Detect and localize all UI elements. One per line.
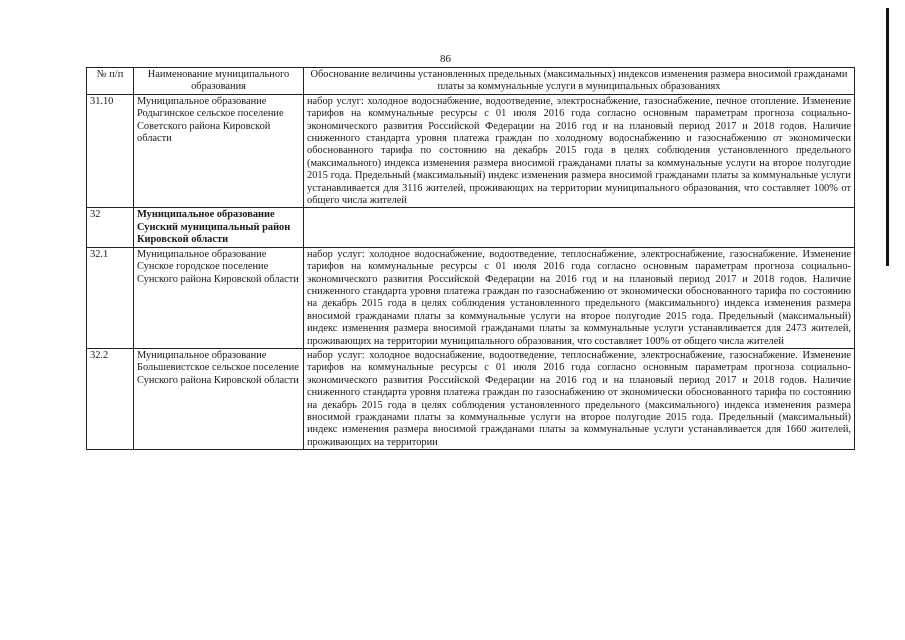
row-municipality-name: Муниципальное образование Сунское городское поселение Сунского района Кировской области (134, 247, 304, 348)
header-basis: Обоснование величины установленных предельных (максимальных) индексов изменения размера вносимой гражданами платы за коммунальные услуги в муниципальных образованиях (304, 68, 855, 95)
row-municipality-name: Муниципальное образование Большевистское сельское поселение Сунского района Кировской области (134, 348, 304, 449)
table-row (87, 247, 855, 348)
table-row (87, 94, 855, 208)
row-municipality-name: Муниципальное образование Родыгинское сельское поселение Советского района Кировской области (134, 94, 304, 208)
table-row (87, 348, 855, 449)
row-basis: набор услуг: холодное водоснабжение, водоотведение, теплоснабжение, электроснабжение, газоснабжение. Изменение тарифов на коммунальные ресурсы с 01 июля 2016 года согласно основным параметрам прогноза социально-экономического развития Российской Федерации на 2016 год и на плановый период 2017 и 2018 годов. Наличие сниженного стандарта уровня платежа граждан по газоснабжению от экономически обоснованного тарифа по состоянию на декабрь 2015 года в целях соблюдения установленного предельного (максимального) индекса изменения размера вносимой гражданами платы за коммунальные услуги на второе полугодие 2015 года. Предельный (максимальный) индекс изменения размера вносимой гражданами платы за коммунальные услуги устанавливается для 2473 жителей, проживающих на территории муниципального образования, что составляет 100% от общего числа жителей (304, 247, 855, 348)
row-basis (304, 208, 855, 247)
row-basis: набор услуг: холодное водоснабжение, водоотведение, теплоснабжение, электроснабжение, газоснабжение. Изменение тарифов на коммунальные ресурсы с 01 июля 2016 года согласно основным параметрам прогноза социально-экономического развития Российской Федерации на 2016 год и на плановый период 2017 и 2018 годов. Наличие сниженного стандарта уровня платежа граждан по газоснабжению от экономически обоснованного тарифа по состоянию на декабрь 2015 года в целях соблюдения установленного предельного (максимального) индекса изменения размера вносимой гражданами платы за коммунальные услуги на второе полугодие 2015 года. Предельный (максимальный) индекс изменения размера вносимой гражданами платы за коммунальные услуги устанавливается для 1660 жителей, проживающих на территории (304, 348, 855, 449)
scan-edge-line (886, 8, 889, 266)
table-header-row (87, 68, 855, 95)
row-municipality-name: Муниципальное образование Сунский муниципальный район Кировской области (134, 208, 304, 247)
municipal-index-table (86, 67, 855, 450)
row-number: 32.1 (87, 247, 134, 348)
row-basis: набор услуг: холодное водоснабжение, водоотведение, электроснабжение, газоснабжение, печное отопление. Изменение тарифов на коммунальные ресурсы с 01 июля 2016 года согласно основным параметрам прогноза социально-экономического развития Российской Федерации на 2016 год и на плановый период 2017 и 2018 годов. Наличие сниженного стандарта уровня платежа граждан по холодному водоснабжению и газоснабжению от экономически обоснованного тарифа по состоянию на декабрь 2015 года в целях соблюдения установленного предельного (максимального) индекса изменения размера вносимой гражданами платы за коммунальные услуги на второе полугодие 2015 года. Предельный (максимальный) индекс изменения размера вносимой гражданами платы за коммунальные услуги устанавливается для 3116 жителей, проживающих на территории муниципального образования, что составляет 100% от общего числа жителей (304, 94, 855, 208)
row-number: 32 (87, 208, 134, 247)
page-number: 86 (440, 53, 451, 65)
row-number: 31.10 (87, 94, 134, 208)
header-municipality-name: Наименование муниципального образования (134, 68, 304, 95)
table-row-district (87, 208, 855, 247)
row-number: 32.2 (87, 348, 134, 449)
header-number: № п/п (87, 68, 134, 95)
